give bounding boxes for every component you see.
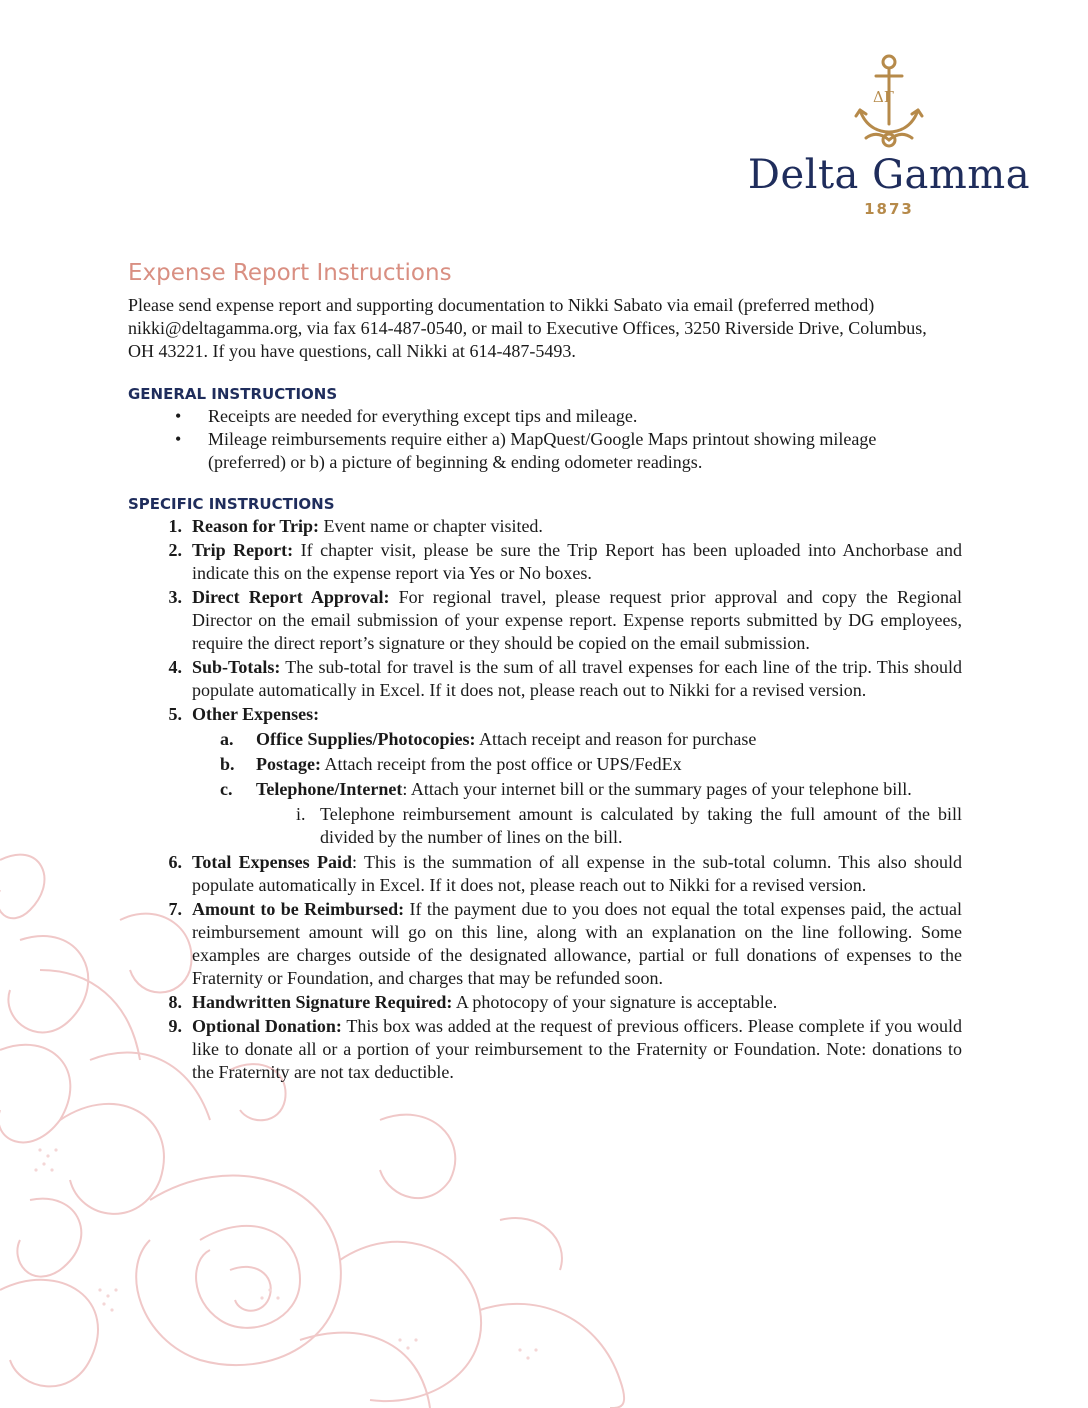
item-number: 4. bbox=[168, 657, 182, 677]
logo-wordmark: Delta Gamma bbox=[747, 152, 1031, 198]
item-label: Reason for Trip: bbox=[192, 516, 320, 536]
other-expenses-list bbox=[192, 728, 962, 849]
item-label: Total Expenses Paid bbox=[192, 852, 352, 872]
item-label: Other Expenses: bbox=[192, 704, 320, 724]
bullet-icon: • bbox=[175, 406, 182, 426]
document-body bbox=[128, 256, 962, 1085]
item-text: The sub-total for travel is the sum of all travel expenses for each line of the trip. This should populate automatically in Excel. If it does not, please reach out to Nikki for a revised version. bbox=[192, 657, 962, 700]
item-number: 8. bbox=[168, 992, 182, 1012]
item-text: For regional travel, please request prior approval and copy the Regional Director on the email submission of your expense report. Expense reports submitted by DG employees, require the direct report’s signature or they should be copied on the email submission. bbox=[192, 587, 962, 653]
item-label: Direct Report Approval: bbox=[192, 587, 390, 607]
item-text: Attach receipt from the post office or UPS/FedEx bbox=[320, 754, 682, 774]
item-number: 6. bbox=[168, 852, 182, 872]
specific-instructions-heading: SPECIFIC INSTRUCTIONS bbox=[128, 495, 335, 513]
item-label: Handwritten Signature Required: bbox=[192, 992, 453, 1012]
item-number: a. bbox=[220, 729, 234, 749]
item-text: : Attach your internet bill or the summary pages of your telephone bill. bbox=[402, 779, 912, 799]
list-item bbox=[128, 991, 962, 1014]
page-title: Expense Report Instructions bbox=[128, 260, 452, 286]
item-number: 7. bbox=[168, 899, 182, 919]
item-number: b. bbox=[220, 754, 235, 774]
logo-year: 1873 bbox=[864, 200, 914, 218]
item-number: 3. bbox=[168, 587, 182, 607]
list-item bbox=[128, 1015, 962, 1084]
item-text: This box was added at the request of previous officers. Please complete if you would like to donate all or a portion of your reimbursement to the Fraternity or Foundation. Note: donations to the Fraternity are not tax deductible. bbox=[192, 1016, 962, 1082]
anchor-icon bbox=[852, 52, 926, 148]
list-item bbox=[128, 851, 962, 897]
item-label: Telephone/Internet bbox=[256, 779, 403, 799]
list-item bbox=[128, 428, 918, 474]
item-text: : This is the summation of all expense in the sub-total column. This also should populate automatically in Excel. If it does not, please reach out to Nikki for a revised version. bbox=[192, 852, 963, 895]
list-item bbox=[128, 703, 962, 849]
list-item bbox=[128, 656, 962, 702]
item-label: Sub-Totals: bbox=[192, 657, 281, 677]
specific-instructions-list bbox=[128, 515, 962, 1084]
item-number: c. bbox=[220, 779, 233, 799]
item-number: 2. bbox=[168, 540, 182, 560]
list-item bbox=[192, 753, 962, 776]
list-item bbox=[128, 405, 918, 428]
list-item bbox=[128, 898, 962, 990]
item-text: If chapter visit, please be sure the Trip Report has been uploaded into Anchorbase and indicate this on the expense report via Yes or No boxes. bbox=[192, 540, 962, 583]
greek-letters: ΔΓ bbox=[873, 88, 895, 106]
item-text: Telephone reimbursement amount is calculated by taking the full amount of the bill divided by the number of lines on the bill. bbox=[320, 804, 962, 847]
item-text: Event name or chapter visited. bbox=[319, 516, 543, 536]
list-item bbox=[192, 778, 962, 849]
list-item bbox=[128, 515, 962, 538]
list-item bbox=[192, 728, 962, 751]
item-number: 5. bbox=[168, 704, 182, 724]
item-text: If the payment due to you does not equal the total expenses paid, the actual reimbursement amount will go on this line, along with an explanation on the line following. Some examples are charges outside of the designated allowance, partial or full donations of expenses to the Fraternity or Foundation, and charges that may be refunded soon. bbox=[192, 899, 962, 988]
item-label: Trip Report: bbox=[192, 540, 294, 560]
general-instructions-heading: GENERAL INSTRUCTIONS bbox=[128, 385, 338, 403]
item-label: Amount to be Reimbursed: bbox=[192, 899, 405, 919]
item-number: i. bbox=[296, 804, 306, 824]
list-item-text: Mileage reimbursements require either a) MapQuest/Google Maps printout showing mileage (preferred) or b) a picture of beginning & ending odometer readings. bbox=[208, 429, 877, 472]
bullet-icon: • bbox=[175, 429, 182, 449]
item-number: 9. bbox=[168, 1016, 182, 1036]
item-text: A photocopy of your signature is acceptable. bbox=[452, 992, 778, 1012]
list-item bbox=[256, 803, 962, 849]
list-item bbox=[128, 539, 962, 585]
item-label: Optional Donation: bbox=[192, 1016, 342, 1036]
item-number: 1. bbox=[168, 516, 182, 536]
item-label: Postage: bbox=[256, 754, 321, 774]
item-label: Office Supplies/Photocopies: bbox=[256, 729, 476, 749]
intro-paragraph: Please send expense report and supporting documentation to Nikki Sabato via email (preferred method) nikki@deltagamma.org, via fax 614-487-0540, or mail to Executive Offices, 3250 Riverside Drive, Columbus, OH 43221. If you have questions, call Nikki at 614-487-5493. bbox=[128, 295, 927, 361]
general-instructions-list bbox=[128, 405, 962, 474]
telephone-note-list bbox=[256, 803, 962, 849]
list-item-text: Receipts are needed for everything except tips and mileage. bbox=[208, 406, 638, 426]
delta-gamma-logo bbox=[744, 52, 1034, 222]
item-text: Attach receipt and reason for purchase bbox=[475, 729, 757, 749]
list-item bbox=[128, 586, 962, 655]
